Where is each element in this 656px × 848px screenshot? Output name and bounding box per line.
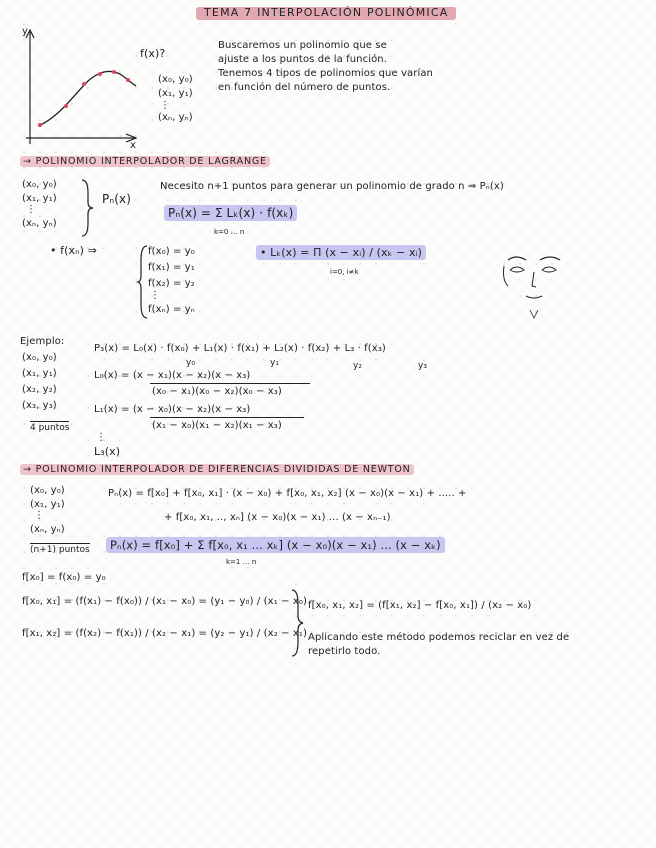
intro-text-line: en función del número de puntos.	[218, 82, 391, 93]
intro-point: (x₁, y₁)	[158, 88, 193, 99]
divided-difference-0: f[x₀] = f(x₀) = y₀	[22, 572, 106, 583]
system-brace	[138, 244, 148, 320]
fx-question: f(x)?	[140, 47, 166, 60]
intro-text-line: Buscaremos un polinomio que se	[218, 40, 387, 51]
example-point: (x₃, y₃)	[22, 400, 57, 411]
lk-formula: • Lₖ(x) = Π (x − xᵢ) / (xₖ − xᵢ)	[256, 247, 426, 260]
lagrange-point: (x₀, y₀)	[22, 179, 57, 190]
lagrange-point: (xₙ, yₙ)	[22, 218, 57, 229]
lagrange-brace	[80, 178, 94, 238]
newton-formula-limits: k=1 … n	[226, 558, 257, 566]
axis-y-label: y	[22, 26, 29, 37]
p3-under-label: y₂	[353, 361, 362, 371]
newton-heading: → POLINOMIO INTERPOLADOR DE DIFERENCIAS DIVIDIDAS DE NEWTON	[20, 465, 414, 476]
example-point: (x₁, y₁)	[22, 368, 57, 379]
lagrange-heading: → POLINOMIO INTERPOLADOR DE LAGRANGE	[20, 157, 270, 168]
divided-difference-01: f[x₀, x₁] = (f(x₁) − f(x₀)) / (x₁ − x₀) = (y₁ − y₀) / (x₁ − x₀)	[22, 596, 307, 607]
l1-fraction-bar	[150, 417, 304, 418]
example-label: Ejemplo:	[20, 336, 65, 347]
l0-numerator: L₀(x) = (x − x₁)(x − x₂)(x − x₃)	[94, 370, 251, 381]
p3-under-label: y₃	[418, 361, 427, 371]
intro-text-line: Tenemos 4 tipos de polinomios que varían	[218, 68, 433, 79]
lagrange-dots: ⋮	[26, 204, 37, 215]
newton-formula: Pₙ(x) = f[x₀] + Σ f[x₀, x₁ ... xₖ] (x − x₀)(x − x₁) ... (x − xₖ)	[106, 539, 445, 552]
page-title: TEMA 7 INTERPOLACIÓN POLINÓMICA	[196, 7, 456, 20]
system-dots: ⋮	[150, 290, 161, 301]
newton-line1: Pₙ(x) = f[x₀] + f[x₀, x₁] · (x − x₀) + f[x₀, x₁, x₂] (x − x₀)(x − x₁) + ..... +	[108, 488, 467, 499]
intro-dots: ⋮	[160, 100, 171, 111]
dd-brace	[290, 588, 304, 658]
newton-line2: + f[x₀, x₁, .., xₙ] (x − x₀)(x − x₁) ... (x − xₙ₋₁)	[164, 512, 391, 523]
l3-dots: ⋮	[96, 432, 107, 443]
divided-difference-012: f[x₀, x₁, x₂] = (f[x₁, x₂] − f[x₀, x₁]) / (x₂ − x₀)	[308, 600, 532, 611]
example-p3: P₃(x) = L₀(x) · f(x₀) + L₁(x) · f(x₁) + L₂(x) · f(x₂) + L₃ · f(x₃)	[94, 343, 386, 354]
l0-fraction-bar	[150, 383, 310, 384]
newton-point: (x₁, y₁)	[30, 499, 65, 510]
l1-numerator: L₁(x) = (x − x₀)(x − x₂)(x − x₃)	[94, 404, 251, 415]
function-graph	[18, 26, 148, 151]
intro-point: (xₙ, yₙ)	[158, 112, 193, 123]
example-points-note: 4 puntos	[30, 423, 70, 433]
system-row: f(x₁) = y₁	[148, 262, 195, 273]
p3-under-label: y₀	[186, 358, 195, 368]
p3-under-label: y₁	[270, 358, 279, 368]
newton-dots: ⋮	[34, 510, 45, 521]
lagrange-pn: Pₙ(x)	[102, 192, 131, 206]
example-point: (x₂, y₂)	[22, 384, 57, 395]
lagrange-formula-limits: k=0 … n	[214, 228, 245, 236]
divided-difference-12: f[x₁, x₂] = (f(x₂) − f(x₁)) / (x₂ − x₁) = (y₂ − y₁) / (x₂ − x₁)	[22, 628, 307, 639]
l3-label: L₃(x)	[94, 445, 121, 458]
intro-text-line: ajuste a los puntos de la función.	[218, 54, 388, 65]
lagrange-point: (x₁, y₁)	[22, 193, 57, 204]
newton-note-line: repetirlo todo.	[308, 646, 381, 657]
system-row: f(xₙ) = yₙ	[148, 304, 195, 315]
example-point: (x₀, y₀)	[22, 352, 57, 363]
lagrange-formula: Pₙ(x) = Σ Lₖ(x) · f(xₖ)	[164, 207, 297, 221]
face-doodle	[502, 252, 572, 322]
newton-points-note: (n+1) puntos	[30, 545, 90, 555]
l0-denominator: (x₀ − x₁)(x₀ − x₂)(x₀ − x₃)	[152, 386, 282, 397]
newton-point: (xₙ, yₙ)	[30, 524, 65, 535]
newton-note-line: Aplicando este método podemos reciclar en vez de	[308, 632, 570, 643]
l1-denominator: (x₁ − x₀)(x₁ − x₂)(x₁ − x₃)	[152, 420, 282, 431]
lk-formula-limits: i=0, i≠k	[330, 268, 359, 276]
intro-point: (x₀, y₀)	[158, 74, 193, 85]
newton-point: (x₀, y₀)	[30, 485, 65, 496]
system-row: f(x₀) = y₀	[148, 246, 195, 257]
lagrange-fxn: • f(xₙ) ⇒	[50, 244, 97, 257]
axis-x-label: x	[130, 140, 137, 151]
lagrange-note: Necesito n+1 puntos para generar un polinomio de grado n ⇒ Pₙ(x)	[160, 181, 504, 192]
system-row: f(x₂) = y₂	[148, 278, 195, 289]
